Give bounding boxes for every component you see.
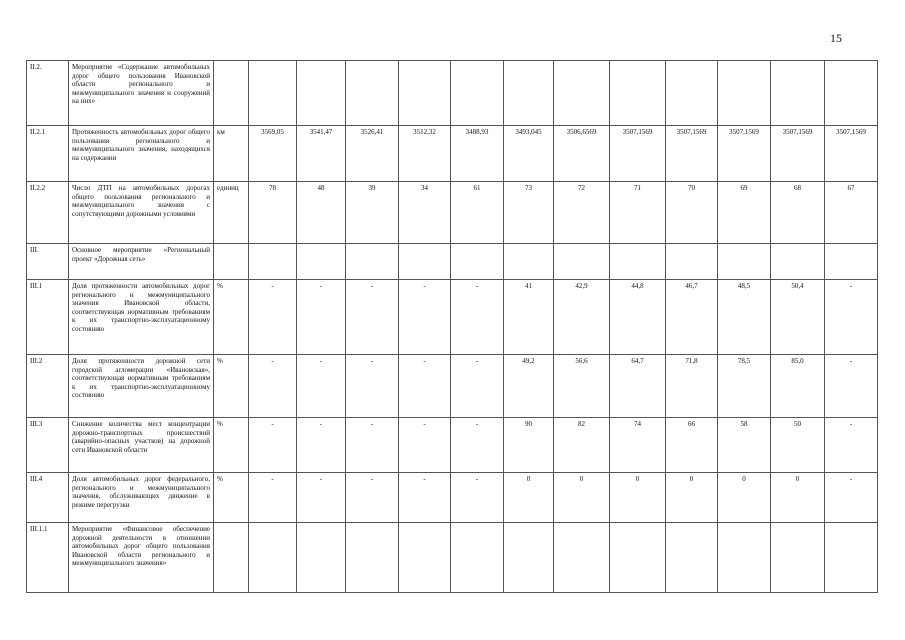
row-code-cell: III. — [27, 244, 69, 280]
row-code-cell: III.2 — [27, 355, 69, 418]
value-cell: 69 — [718, 182, 771, 244]
value-cell — [346, 523, 399, 593]
value-cell: 3507,1569 — [718, 126, 771, 182]
value-cell: - — [249, 418, 297, 473]
table-row — [27, 61, 878, 126]
unit-cell: единиц — [214, 182, 249, 244]
unit-cell — [214, 61, 249, 126]
value-cell: - — [399, 280, 451, 355]
value-cell: 82 — [554, 418, 610, 473]
value-cell: - — [399, 418, 451, 473]
value-cell — [249, 523, 297, 593]
row-code-cell: II.2.1 — [27, 126, 69, 182]
value-cell: 3507,1569 — [825, 126, 878, 182]
value-cell: 0 — [554, 473, 610, 523]
value-cell: 71,8 — [666, 355, 718, 418]
value-cell: - — [346, 355, 399, 418]
value-cell: 50,4 — [771, 280, 825, 355]
value-cell: 68 — [771, 182, 825, 244]
value-cell: - — [249, 355, 297, 418]
row-code-cell: III.3 — [27, 418, 69, 473]
value-cell: 56,6 — [554, 355, 610, 418]
value-cell — [297, 523, 346, 593]
value-cell — [399, 523, 451, 593]
value-cell — [718, 244, 771, 280]
value-cell: 66 — [666, 418, 718, 473]
value-cell: 3569,05 — [249, 126, 297, 182]
value-cell: 3541,47 — [297, 126, 346, 182]
indicator-name-cell: Основное мероприятие «Региональный проект «Дорожная сеть» — [69, 244, 214, 280]
value-cell: - — [297, 355, 346, 418]
value-cell: 3488,93 — [451, 126, 504, 182]
value-cell: 70 — [666, 182, 718, 244]
page-number: 15 — [830, 31, 842, 45]
indicator-name-cell: Доля автомобильных дорог федерального, регионального и межмуниципального значения, обслуживающих движение в режиме перегрузки — [69, 473, 214, 523]
value-cell — [610, 61, 666, 126]
value-cell: - — [825, 473, 878, 523]
indicator-name-cell: Мероприятие «Финансовое обеспечение дорожной деятельности в отношении автомобильных дорог общего пользования Ивановской области регионального и межмуниципального значения» — [69, 523, 214, 593]
value-cell: - — [399, 473, 451, 523]
value-cell: - — [346, 418, 399, 473]
value-cell: - — [249, 280, 297, 355]
table-row — [27, 473, 878, 523]
value-cell — [297, 244, 346, 280]
value-cell: - — [451, 355, 504, 418]
value-cell: 42,9 — [554, 280, 610, 355]
value-cell — [399, 244, 451, 280]
indicator-name-cell: Снижение количества мест концентрации дорожно-транспортных происшествий (аварийно-опасных участков) на дорожной сети Ивановской области — [69, 418, 214, 473]
value-cell: 44,8 — [610, 280, 666, 355]
indicator-name-cell: Число ДТП на автомобильных дорогах общего пользования регионального и межмуниципального значения с сопутствующими дорожными условиями — [69, 182, 214, 244]
unit-cell: % — [214, 418, 249, 473]
table-body — [27, 61, 878, 593]
value-cell: - — [399, 355, 451, 418]
row-code-cell: II.2. — [27, 61, 69, 126]
value-cell — [825, 523, 878, 593]
unit-cell — [214, 244, 249, 280]
indicator-name-cell: Доля протяженности автомобильных дорог регионального и межмуниципального значения Ивановской области, соответствующая нормативным требованиям к их транспортно-эксплуатационному состоянию — [69, 280, 214, 355]
value-cell — [666, 244, 718, 280]
value-cell: 3512,32 — [399, 126, 451, 182]
value-cell: 78,5 — [718, 355, 771, 418]
value-cell: - — [297, 418, 346, 473]
value-cell — [399, 61, 451, 126]
table-row — [27, 355, 878, 418]
value-cell: 3526,41 — [346, 126, 399, 182]
indicator-name-cell: Доля протяженности дорожной сети городской агломерации «Ивановская», соответствующая нормативным требованиям к их транспортно-эксплуатационному состоянию — [69, 355, 214, 418]
value-cell: 73 — [504, 182, 554, 244]
table-row — [27, 244, 878, 280]
value-cell: 78 — [249, 182, 297, 244]
table-row — [27, 126, 878, 182]
value-cell — [718, 61, 771, 126]
value-cell: 3507,1569 — [771, 126, 825, 182]
value-cell — [554, 523, 610, 593]
value-cell: 3507,1569 — [610, 126, 666, 182]
value-cell: 64,7 — [610, 355, 666, 418]
value-cell: 49,2 — [504, 355, 554, 418]
row-code-cell: III.1 — [27, 280, 69, 355]
value-cell: 3507,1569 — [666, 126, 718, 182]
value-cell: - — [249, 473, 297, 523]
value-cell: 74 — [610, 418, 666, 473]
indicators-table — [26, 60, 878, 593]
value-cell: 3506,6569 — [554, 126, 610, 182]
value-cell: 48,5 — [718, 280, 771, 355]
value-cell: - — [346, 280, 399, 355]
value-cell — [771, 523, 825, 593]
value-cell — [451, 244, 504, 280]
value-cell: 67 — [825, 182, 878, 244]
table-row — [27, 418, 878, 473]
value-cell — [451, 523, 504, 593]
unit-cell — [214, 523, 249, 593]
value-cell: - — [825, 280, 878, 355]
value-cell: - — [346, 473, 399, 523]
value-cell: 58 — [718, 418, 771, 473]
value-cell: 61 — [451, 182, 504, 244]
value-cell — [297, 61, 346, 126]
value-cell — [554, 244, 610, 280]
value-cell — [504, 61, 554, 126]
value-cell: 0 — [718, 473, 771, 523]
value-cell: - — [451, 473, 504, 523]
value-cell: - — [451, 280, 504, 355]
value-cell: - — [825, 418, 878, 473]
value-cell: 0 — [504, 473, 554, 523]
value-cell: - — [825, 355, 878, 418]
value-cell: 46,7 — [666, 280, 718, 355]
indicator-name-cell: Мероприятие «Содержание автомобильных дорог общего пользования Ивановской области регионального и межмуниципального значения и сооружений на них» — [69, 61, 214, 126]
value-cell — [666, 523, 718, 593]
table-row — [27, 280, 878, 355]
value-cell: 0 — [771, 473, 825, 523]
row-code-cell: II.2.2 — [27, 182, 69, 244]
value-cell: 0 — [610, 473, 666, 523]
value-cell: 0 — [666, 473, 718, 523]
value-cell — [504, 523, 554, 593]
value-cell: 90 — [504, 418, 554, 473]
value-cell — [346, 244, 399, 280]
value-cell — [718, 523, 771, 593]
value-cell: - — [297, 280, 346, 355]
value-cell — [504, 244, 554, 280]
value-cell: 50 — [771, 418, 825, 473]
value-cell: 39 — [346, 182, 399, 244]
unit-cell: км — [214, 126, 249, 182]
value-cell — [346, 61, 399, 126]
value-cell — [249, 61, 297, 126]
value-cell — [771, 244, 825, 280]
value-cell: 3493,045 — [504, 126, 554, 182]
value-cell: 34 — [399, 182, 451, 244]
table-row — [27, 182, 878, 244]
unit-cell: % — [214, 280, 249, 355]
value-cell: 48 — [297, 182, 346, 244]
value-cell — [610, 523, 666, 593]
value-cell: - — [451, 418, 504, 473]
value-cell: 71 — [610, 182, 666, 244]
value-cell — [666, 61, 718, 126]
indicator-name-cell: Протяженность автомобильных дорог общего пользования регионального и межмуниципального значения, находящихся на содержании — [69, 126, 214, 182]
table-row — [27, 523, 878, 593]
value-cell — [771, 61, 825, 126]
value-cell — [610, 244, 666, 280]
value-cell: 72 — [554, 182, 610, 244]
value-cell — [825, 61, 878, 126]
row-code-cell: III.1.1 — [27, 523, 69, 593]
value-cell — [451, 61, 504, 126]
unit-cell: % — [214, 355, 249, 418]
value-cell — [554, 61, 610, 126]
value-cell — [249, 244, 297, 280]
row-code-cell: III.4 — [27, 473, 69, 523]
unit-cell: % — [214, 473, 249, 523]
value-cell — [825, 244, 878, 280]
value-cell: - — [297, 473, 346, 523]
value-cell: 41 — [504, 280, 554, 355]
value-cell: 85,0 — [771, 355, 825, 418]
